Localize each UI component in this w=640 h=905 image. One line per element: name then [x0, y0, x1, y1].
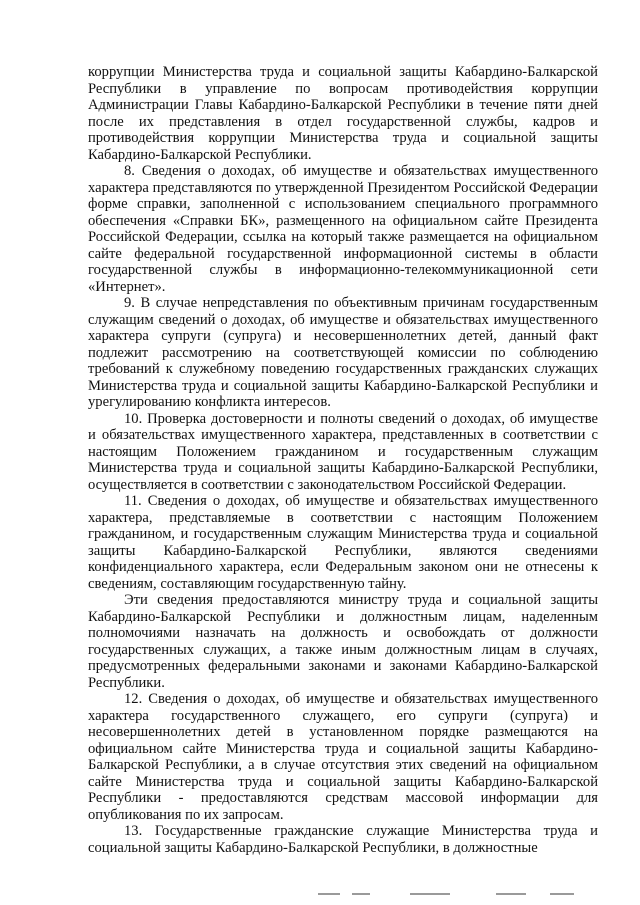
document-page — [88, 64, 598, 856]
scan-mark — [550, 893, 574, 895]
paragraph-continuation: коррупции Министерства труда и социальной защиты Кабардино-Балкарской Республики в управление по вопросам противодействия коррупции Администрации Главы Кабардино-Балкарской Республики в течение пяти дней после их представления в отдел государственной службы, кадров и противодействия коррупции Министерства труда и социальной защиты Кабардино-Балкарской Республики. — [88, 64, 598, 163]
paragraph-13: 13. Государственные гражданские служащие Министерства труда и социальной защиты Кабардино-Балкарской Республики, в должностные — [88, 823, 598, 856]
paragraph-12: 12. Сведения о доходах, об имуществе и обязательствах имущественного характера государственного служащего, его супруги (супруга) и несовершеннолетних детей в установленном порядке размещаются на официальном сайте Министерства труда и социальной защиты Кабардино-Балкарской Республики, а в случае отсутствия этих сведений на официальном сайте Министерства труда и социальной защиты Кабардино-Балкарской Республики - предоставляются средствам массовой информации для опубликования по их запросам. — [88, 691, 598, 823]
paragraph-9: 9. В случае непредставления по объективным причинам государственным служащим сведений о доходах, об имуществе и обязательствах имущественного характера супруги (супруга) и несовершеннолетних детей, данный факт подлежит рассмотрению на соответствующей комиссии по соблюдению требований к служебному поведению государственных гражданских служащих Министерства труда и социальной защиты Кабардино-Балкарской Республики и урегулированию конфликта интересов. — [88, 295, 598, 410]
paragraph-10: 10. Проверка достоверности и полноты сведений о доходах, об имуществе и обязательствах имущественного характера, представленных в соответствии с настоящим Положением гражданином и государственным служащим Министерства труда и социальной защиты Кабардино-Балкарской Республики, осуществляется в соответствии с законодательством Российской Федерации. — [88, 410, 598, 493]
scan-mark — [496, 893, 526, 895]
scan-artifact-marks — [300, 893, 620, 899]
scan-mark — [318, 893, 340, 895]
paragraph-11-continued: Эти сведения предоставляются министру труда и социальной защиты Кабардино-Балкарской Республики и должностным лицам, наделенным полномочиями назначать на должность и освобождать от должности государственных служащих, а также иным должностным лицам в случаях, предусмотренных федеральными законами и законами Кабардино-Балкарской Республики. — [88, 592, 598, 691]
paragraph-8: 8. Сведения о доходах, об имуществе и обязательствах имущественного характера представляются по утвержденной Президентом Российской Федерации форме справки, заполненной с использованием специального программного обеспечения «Справки БК», размещенного на официальном сайте Президента Российской Федерации, ссылка на который также размещается на официальном сайте федеральной государственной информационной системы в области государственной службы в информационно-телекоммуникационной сети «Интернет». — [88, 163, 598, 295]
scan-mark — [410, 893, 450, 895]
paragraph-11: 11. Сведения о доходах, об имуществе и обязательствах имущественного характера, представляемые в соответствии с настоящим Положением гражданином, и государственным служащим Министерства труда и социальной защиты Кабардино-Балкарской Республики, являются сведениями конфиденциального характера, если Федеральным законом они не отнесены к сведениям, составляющим государственную тайну. — [88, 493, 598, 592]
scan-mark — [352, 893, 370, 895]
